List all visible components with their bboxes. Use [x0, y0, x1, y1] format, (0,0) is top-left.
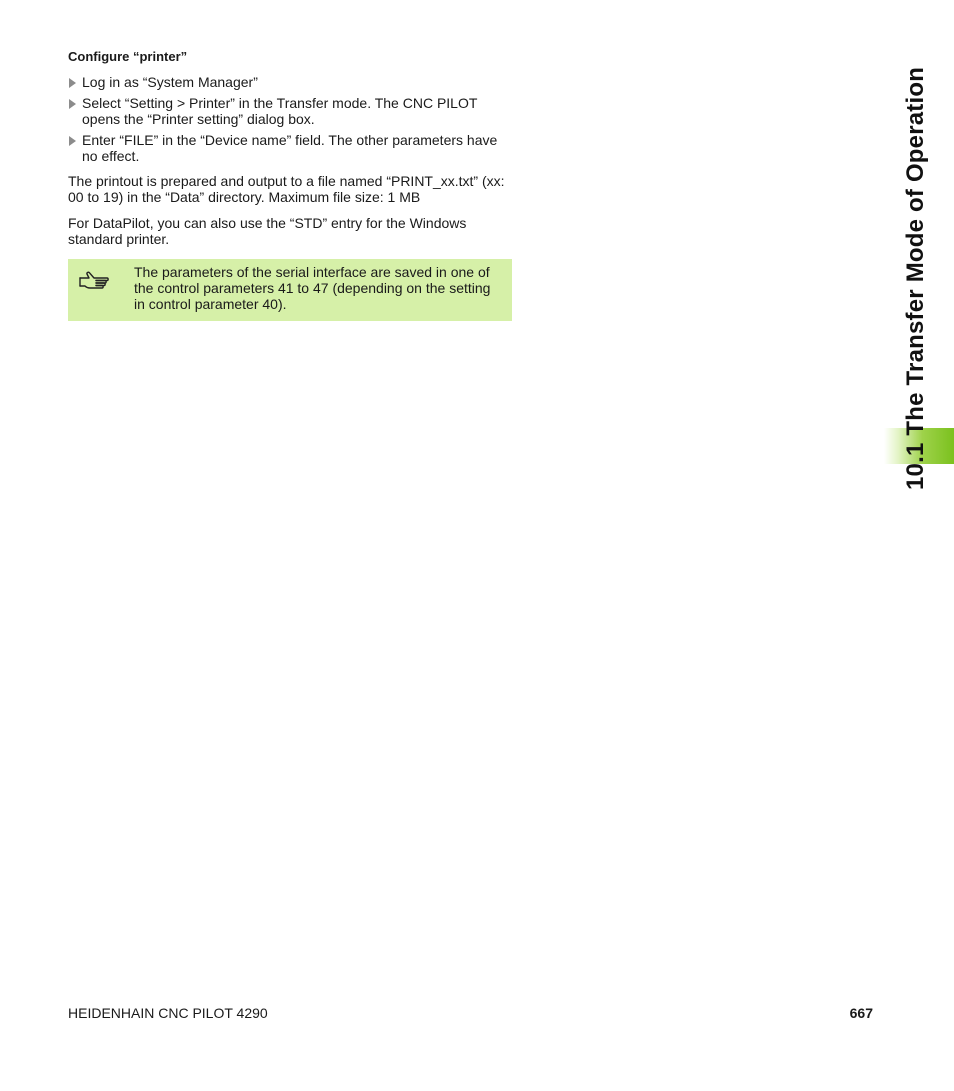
step-arrow-icon	[69, 99, 76, 109]
step-text: Enter “FILE” in the “Device name” field. The other parameters have no effect.	[82, 131, 498, 164]
step-item	[68, 132, 512, 165]
step-list	[68, 74, 512, 165]
note-text: The parameters of the serial interface are saved in one of the control parameters 41 to 47 (depending on the setting in control parameter 40).	[134, 263, 491, 312]
page-number: 667	[849, 1005, 873, 1021]
pointing-hand-icon	[78, 269, 110, 293]
note-box	[68, 259, 512, 321]
footer-product: HEIDENHAIN CNC PILOT 4290	[68, 1005, 268, 1021]
paragraph-datapilot: For DataPilot, you can also use the “STD” entry for the Windows standard printer.	[68, 214, 467, 247]
paragraph-output-file: The printout is prepared and output to a file named “PRINT_xx.txt” (xx: 00 to 19) in the “Data” directory. Maximum file size: 1 MB	[68, 172, 505, 205]
step-arrow-icon	[69, 136, 76, 146]
step-arrow-icon	[69, 78, 76, 88]
step-item	[68, 95, 512, 128]
step-item	[68, 74, 512, 91]
step-text: Log in as “System Manager”	[82, 74, 258, 90]
main-content	[68, 49, 512, 321]
chapter-title: 10.1 The Transfer Mode of Operation	[902, 66, 929, 490]
step-text: Select “Setting > Printer” in the Transfer mode. The CNC PILOT opens the “Printer setting” dialog box.	[82, 94, 478, 127]
section-heading: Configure “printer”	[68, 49, 188, 64]
